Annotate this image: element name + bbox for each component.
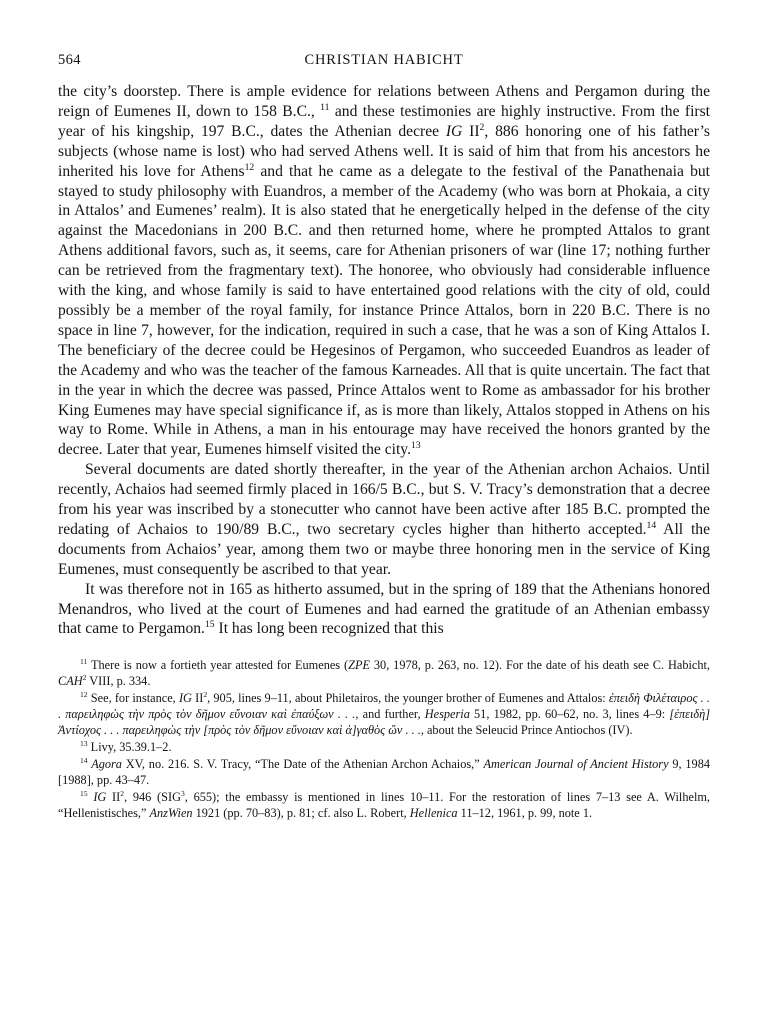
- footnote-ref-15: 15: [204, 619, 215, 631]
- page-number: 564: [58, 52, 81, 68]
- footnote-15: $^{15}$ IG $II^2$, 946 (SIG$^3$, 655); the embassy is mentioned in lines 10–11. For the restoration of lines 7–13 see A. Wilhelm, “Hellenistisches,” AnzWien 1921 (pp. 70–83), p. 81; cf. also L. Robert, Hellenica 11–12, 1961, p. 99, note 1.: [58, 789, 711, 821]
- greek-quotation: ἐπειδὴ Φιλέταιρος . . . παρειληφὼς τὴν πρὸς τὸν δῆμον εὔνοιαν καὶ ἐπαύξων . . .: [58, 691, 710, 722]
- footnote-11: $^{11}$ There is now a fortieth year attested for Eumenes (ZPE 30, 1978, p. 263, no. 12). For the date of his death see C. Habicht, CAH$^2$ VIII, p. 334.: [58, 657, 710, 689]
- footnote-14: $^{14}$ Agora XV, no. 216. S. V. Tracy, “The Date of the Athenian Archon Achaios,” American Journal of Ancient History 9, 1984 [1988], pp. 43–47.: [58, 756, 710, 788]
- greek-quotation: [ἐπειδὴ] Ἀντίοχος . . . παρειληφὼς τὴν [πρὸς τὸν δῆμον εὔνοιαν καὶ ἀ]γαθὸς ὤν . . .: [58, 707, 710, 738]
- paragraph-1: the city’s doorstep. There is ample evidence for relations between Athens and Pergamon during the reign of Eumenes II, down to 158 B.C., $^{11}$ and these testimonies are highly instructive. From the first year of his kingship, 197 B.C., dates the Athenian decree IG $II^2$, 886 honoring one of his father’s subjects (whose name is lost) who had served Athens well. It is said of him that from his ancestors he inherited his love for Athens$^{12}$ and that he came as a delegate to the festival of the Panathenaia but stayed to study philosophy with Euandros, a member of the Academy (who was born at Phokaia, a city in Attalos’ and Eumenes’ realm). It is also stated that he energetically helped in the defense of the city against the Macedonians in 200 B.C. and then returned home, where he prompted Attalos to grant Athens additional favors, such as, it seems, care for Athenian prisoners of war (line 17; nothing further can be retrieved from the fragmentary text). The honoree, who obviously had considerable influence with the king, and whose family is said to have entertained good relations with the city of old, could possibly be a member of the royal family, for instance Prince Attalos, born in 220 B.C. There is no space in line 7, however, for the indication, required in such a case, that he was a son of King Attalos I. The beneficiary of the decree could be Hegesinos of Pergamon, who succeeded Euandros as leader of the Academy and who was the teacher of the famous Karneades. All that is quite uncertain. The fact that in the year in which the decree was passed, Prince Attalos went to Rome as ambassador for his brother King Eumenes may have special significance if, as is more than likely, Attalos stopped in Athens on his way to Rome. While in Athens, a man in his entourage may have received the honors granted by the decree. Later that year, Eumenes himself visited the city.$^{13}$: [58, 83, 711, 459]
- paragraph-3: It was therefore not in 165 as hitherto assumed, but in the spring of 189 that the Athenians honored Menandros, who lived at the court of Eumenes and had earned the gratitude of an Athenian embassy that came to Pergamon.$^{15}$ It has long been recognized that this: [58, 580, 710, 638]
- footnote-12: $^{12}$ See, for instance, IG $II^2$, 905, lines 9–11, about Philetairos, the younger brother of Eumenes and Attalos: ἐπειδὴ Φιλέταιρος . . . παρειληφὼς τὴν πρὸς τὸν δῆμον εὔνοιαν καὶ ἐπαύξων . . ., and further, Hesperia 51, 1982, pp. 60–62, no. 3, lines 4–9: [ἐπειδὴ] Ἀντίοχος . . . παρειληφὼς τὴν [πρὸς τὸν δῆμον εὔνοιαν καὶ ἀ]γαθὸς ὤν . . ., about the Seleucid Prince Antiochos (IV).: [58, 690, 710, 738]
- page: [58, 52, 710, 822]
- running-head: CHRISTIAN HABICHT: [304, 52, 464, 68]
- body-text: [58, 82, 710, 639]
- footnote-ref-13: 13: [410, 440, 421, 452]
- footnote-ref-14: 14: [646, 519, 657, 531]
- footnotes: [58, 657, 710, 821]
- page-header: [58, 52, 710, 76]
- footnote-ref-11: 11: [320, 101, 330, 113]
- footnote-ref-12: 12: [244, 161, 255, 173]
- footnote-13: $^{13}$ Livy, 35.39.1–2.: [80, 739, 172, 755]
- paragraph-2: Several documents are dated shortly thereafter, in the year of the Athenian archon Achaios. Until recently, Achaios had seemed firmly placed in 166/5 B.C., but S. V. Tracy’s demonstration that a decree from his year was inscribed by a stonecutter who cannot have been active after 185 B.C. prompted the redating of Achaios to 190/89 B.C., two secretary cycles higher than hitherto accepted.$^{14}$ All the documents from Achaios’ year, among them two or maybe three honoring men in the service of King Eumenes, must consequently be ascribed to that year.: [58, 461, 710, 578]
